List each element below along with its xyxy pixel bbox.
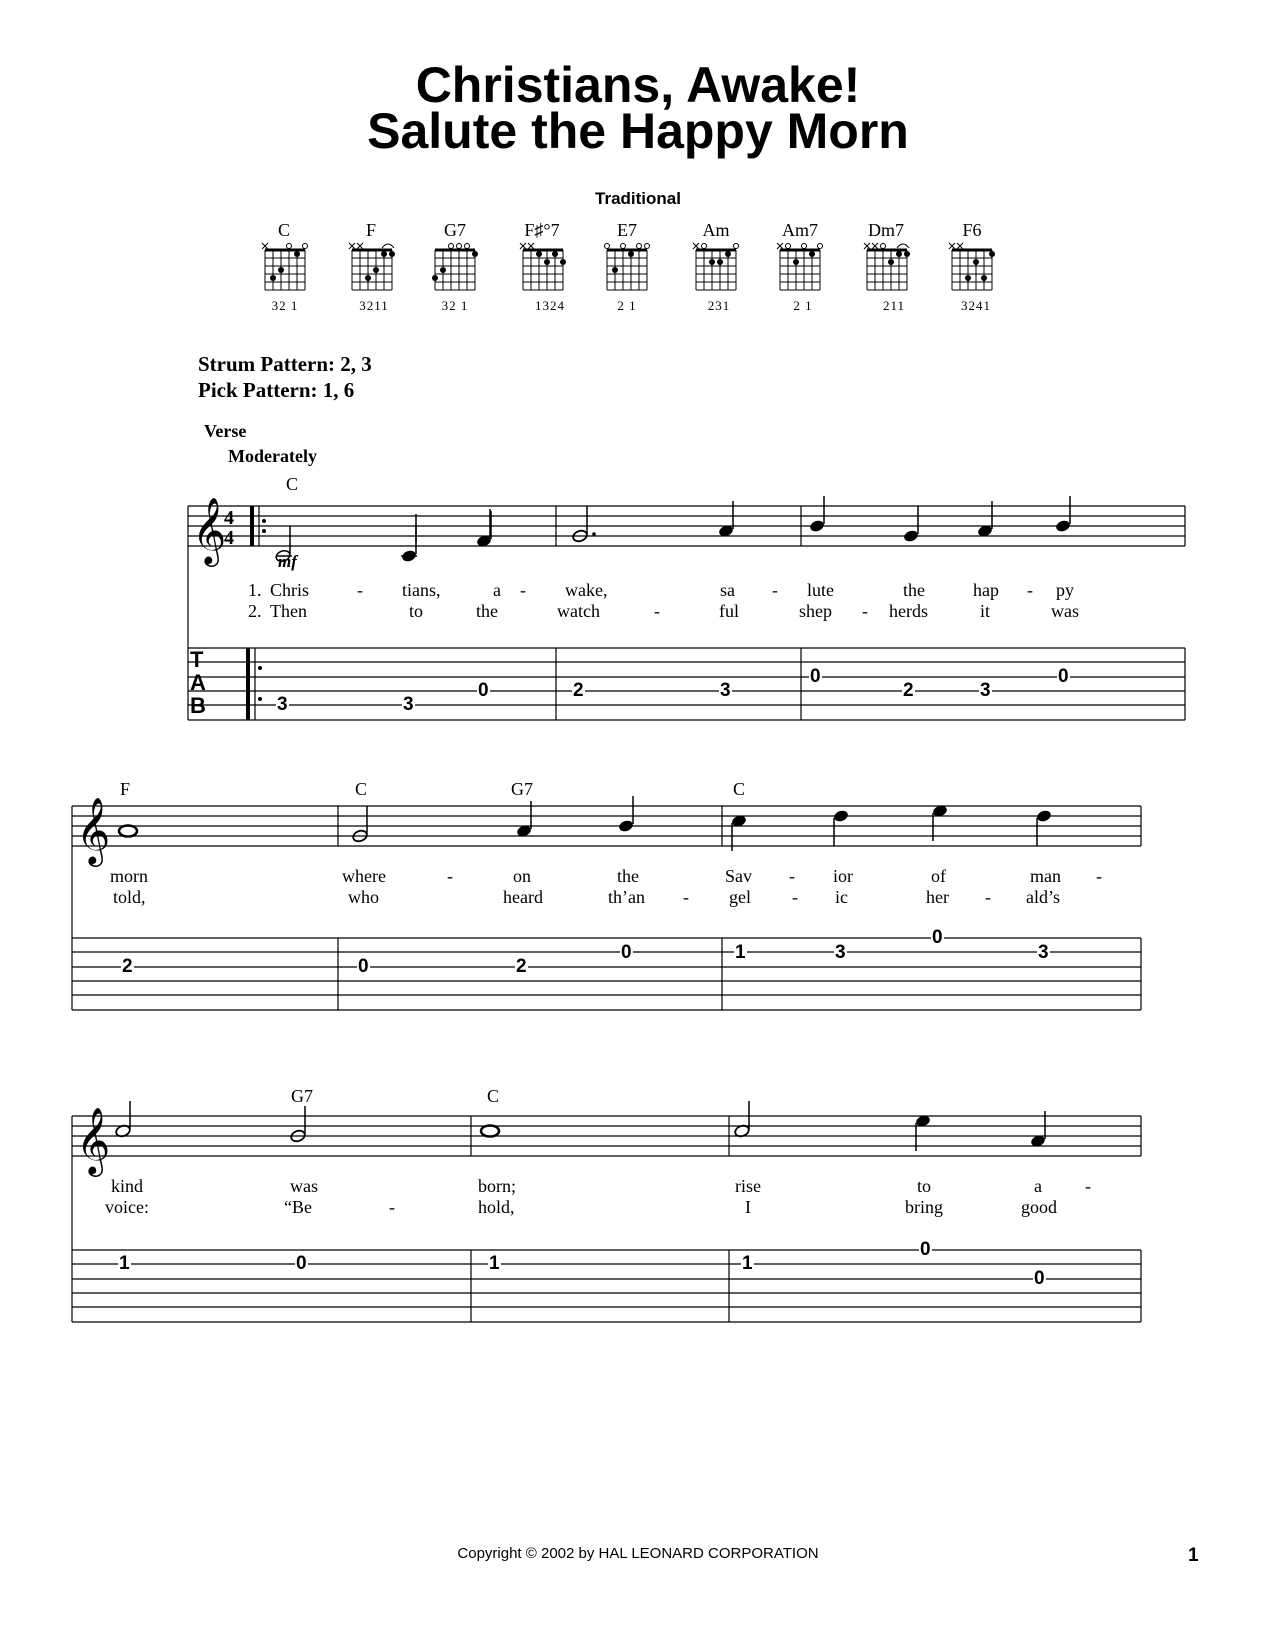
- lyric-syllable: of: [931, 866, 946, 886]
- chord-diagram-name: F6: [962, 220, 982, 240]
- chord-grid-icon: [773, 240, 827, 298]
- lyric-hyphen: -: [789, 866, 795, 886]
- chord-fingering: 231: [707, 298, 731, 313]
- lyric-syllable: to: [917, 1176, 932, 1196]
- pick-pattern: Pick Pattern: 1, 6: [198, 378, 355, 402]
- staff-and-tab-1: [180, 490, 1190, 740]
- chord-diagram-name: E7: [617, 220, 637, 240]
- tab-fret-number: 3: [1038, 942, 1049, 963]
- chord-fingering: 3241: [961, 298, 991, 313]
- lyric-syllable: was: [1051, 601, 1079, 621]
- chord-grid-icon: [345, 240, 399, 298]
- title-line-2: Salute the Happy Morn: [367, 103, 909, 159]
- staff-and-tab-2: [70, 790, 1190, 1030]
- song-title: [0, 57, 1276, 159]
- lyric-syllable: to: [409, 601, 424, 621]
- lyric-syllable: good: [1021, 1197, 1057, 1217]
- chord-diagram-name: Dm7: [868, 220, 904, 240]
- tab-fret-number: 3: [835, 942, 846, 963]
- tab-fret-number: 1: [489, 1253, 500, 1274]
- lyric-syllable: the: [476, 601, 498, 621]
- lyric-syllable: th’an: [608, 887, 645, 907]
- lyric-syllable: Chris: [270, 580, 310, 600]
- lyric-syllable: rise: [735, 1176, 761, 1196]
- lyric-syllable: tians,: [402, 580, 441, 600]
- chord-diagram-name: Am7: [782, 220, 818, 240]
- chord-symbol: C: [286, 474, 299, 494]
- lyric-syllable: was: [290, 1176, 318, 1196]
- tab-label-t: T: [190, 647, 204, 672]
- lyric-syllable: the: [903, 580, 925, 600]
- lyric-syllable: it: [980, 601, 991, 621]
- tab-fret-number: 2: [573, 680, 584, 701]
- chord-fingering: 32 1: [441, 298, 469, 313]
- lyric-syllable: gel: [729, 887, 751, 907]
- lyric-hyphen: -: [357, 580, 363, 600]
- tab-fret-number: 0: [621, 942, 632, 963]
- tab-fret-number: 0: [1058, 666, 1069, 687]
- lyric-syllable: ic: [835, 887, 848, 907]
- chord-diagram-name: G7: [444, 220, 466, 240]
- lyric-syllable: man: [1030, 866, 1061, 886]
- composer-credit: Traditional: [595, 189, 681, 208]
- lyric-syllable: py: [1056, 580, 1074, 600]
- chord-grid-icon: [689, 240, 743, 298]
- tab-fret-number: 2: [903, 680, 914, 701]
- chord-diagram-name: C: [277, 220, 290, 240]
- staff-and-tab-3: [70, 1100, 1190, 1340]
- lyric-syllable: ior: [833, 866, 853, 886]
- lyric-syllable: wake,: [565, 580, 608, 600]
- lyric-syllable: a: [493, 580, 501, 600]
- lyric-syllable: her: [926, 887, 949, 907]
- lyric-hyphen: -: [389, 1197, 395, 1217]
- lyric-syllable: ald’s: [1026, 887, 1060, 907]
- tab-fret-number: 2: [122, 956, 133, 977]
- chord-grid-icon: [600, 240, 654, 298]
- chord-grid-icon: [258, 240, 312, 298]
- lyric-syllable: where: [342, 866, 386, 886]
- lyric-syllable: watch: [557, 601, 600, 621]
- lyric-hyphen: -: [1085, 1176, 1091, 1196]
- tab-fret-number: 1: [119, 1253, 130, 1274]
- chord-fingering: 2 1: [793, 298, 813, 313]
- lyric-syllable: morn: [110, 866, 148, 886]
- lyric-hyphen: -: [683, 887, 689, 907]
- tab-fret-number: 3: [277, 694, 288, 715]
- svg-text:4: 4: [224, 507, 234, 529]
- lyric-syllable: a: [1034, 1176, 1042, 1196]
- lyric-syllable: lute: [807, 580, 834, 600]
- chord-grid-icon: [428, 240, 482, 298]
- tab-fret-number: 2: [516, 956, 527, 977]
- verse-number: 1.: [248, 580, 262, 600]
- tab-fret-number: 0: [358, 956, 369, 977]
- svg-text:𝄞: 𝄞: [76, 796, 111, 864]
- lyric-syllable: heard: [503, 887, 543, 907]
- tab-label-a: A: [190, 670, 206, 695]
- lyric-syllable: hold,: [478, 1197, 515, 1217]
- lyric-hyphen: -: [1027, 580, 1033, 600]
- tempo-marking: Moderately: [228, 446, 317, 466]
- section-label: Verse: [204, 421, 247, 441]
- chord-grid-icon: [860, 240, 914, 298]
- chord-symbol: G7: [291, 1086, 313, 1106]
- lyric-syllable: hap: [973, 580, 999, 600]
- lyric-syllable: I: [745, 1197, 751, 1217]
- tab-fret-number: 0: [810, 666, 821, 687]
- chord-grid-icon: [516, 240, 570, 298]
- tab-fret-number: 0: [920, 1239, 931, 1260]
- tab-fret-number: 0: [296, 1253, 307, 1274]
- lyric-hyphen: -: [447, 866, 453, 886]
- title-line-1: Christians, Awake!: [415, 57, 861, 113]
- page-number: 1: [1188, 1545, 1199, 1566]
- tab-label-b: B: [190, 693, 206, 718]
- lyric-syllable: the: [617, 866, 639, 886]
- lyric-syllable: Sav: [725, 866, 752, 886]
- tab-fret-number: 0: [932, 927, 943, 948]
- lyric-syllable: ful: [719, 601, 739, 621]
- chord-symbol: C: [733, 779, 746, 799]
- lyric-hyphen: -: [772, 580, 778, 600]
- svg-text:4: 4: [224, 527, 234, 549]
- lyric-syllable: who: [348, 887, 379, 907]
- chord-diagram-name: F: [365, 220, 376, 240]
- lyric-syllable: on: [513, 866, 531, 886]
- tab-fret-number: 0: [478, 680, 489, 701]
- lyric-syllable: born;: [478, 1176, 516, 1196]
- strum-pattern: Strum Pattern: 2, 3: [198, 352, 372, 376]
- chord-symbol: C: [355, 779, 368, 799]
- lyric-hyphen: -: [985, 887, 991, 907]
- tab-fret-number: 0: [1034, 1268, 1045, 1289]
- lyric-syllable: bring: [905, 1197, 943, 1217]
- chord-grid-icon: [945, 240, 999, 298]
- lyric-syllable: sa: [720, 580, 735, 600]
- chord-fingering: 211: [882, 298, 906, 313]
- tab-fret-number: 3: [980, 680, 991, 701]
- lyric-syllable: Then: [270, 601, 307, 621]
- lyric-syllable: told,: [113, 887, 146, 907]
- tab-fret-number: 1: [742, 1253, 753, 1274]
- lyric-hyphen: -: [862, 601, 868, 621]
- chord-diagram-name: F♯°7: [524, 220, 560, 240]
- svg-text:𝄞: 𝄞: [76, 1106, 111, 1174]
- lyric-hyphen: -: [792, 887, 798, 907]
- chord-diagram-name: Am: [702, 220, 730, 240]
- tab-fret-number: 1: [735, 942, 746, 963]
- lyric-syllable: herds: [889, 601, 928, 621]
- lyric-syllable: “Be: [284, 1197, 312, 1217]
- chord-fingering: 3211: [359, 298, 389, 313]
- lyric-hyphen: -: [1096, 866, 1102, 886]
- copyright-notice: Copyright © 2002 by HAL LEONARD CORPORATION: [457, 1545, 819, 1562]
- chord-symbol: C: [487, 1086, 500, 1106]
- lyric-syllable: shep: [799, 601, 832, 621]
- chord-fingering: 1324: [535, 298, 565, 313]
- lyric-syllable: voice:: [105, 1197, 149, 1217]
- lyric-hyphen: -: [654, 601, 660, 621]
- chord-fingering: 2 1: [617, 298, 637, 313]
- lyric-hyphen: -: [520, 580, 526, 600]
- dynamic-marking: mf: [278, 552, 297, 571]
- svg-text:𝄞: 𝄞: [192, 496, 227, 564]
- chord-fingering: 32 1: [271, 298, 299, 313]
- lyric-syllable: kind: [111, 1176, 144, 1196]
- verse-number: 2.: [248, 601, 262, 621]
- tab-fret-number: 3: [720, 680, 731, 701]
- tab-fret-number: 3: [403, 694, 414, 715]
- chord-symbol: F: [120, 779, 131, 799]
- chord-symbol: G7: [511, 779, 533, 799]
